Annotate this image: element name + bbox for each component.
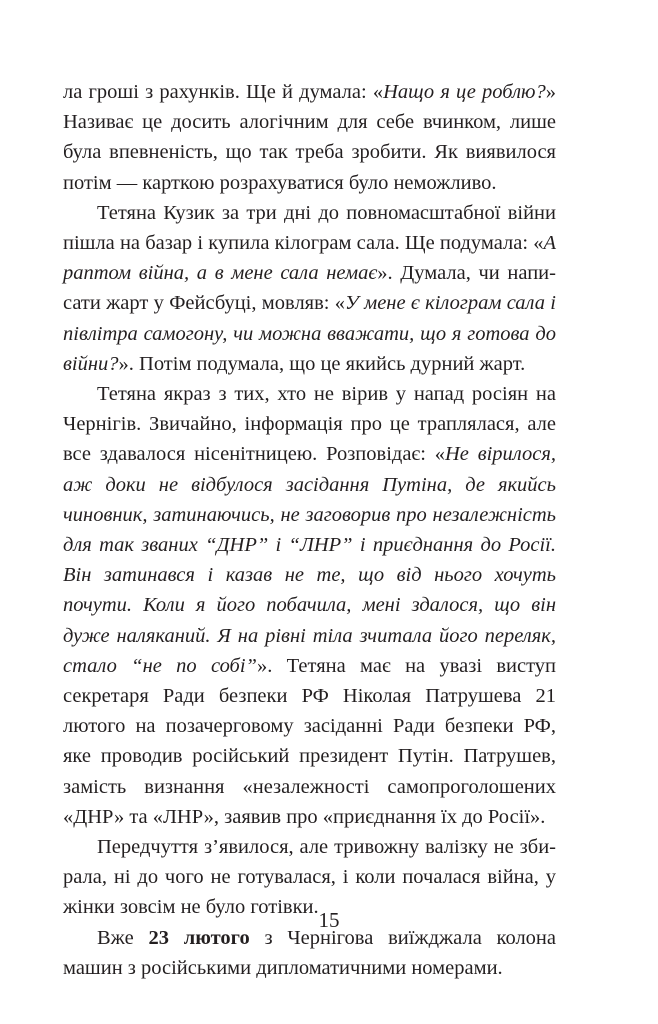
paragraph-5-segment-1: Вже <box>97 926 149 949</box>
paragraph-3-segment-2: Не вірилося, аж доки не відбулося засідання Путіна, де якийсь чиновник, затинаючись, не заговорив про незалежність для так званих “ДНР” і “ЛНР” і приєднання до Росії. Він затинався і казав не те, що від нього хочуть почути. Коли я його побачила, мені здалося, що він дуже наляканий. Я на рівні тіла зчитала його переляк, стало “не по собі” <box>63 443 556 677</box>
page-number: 15 <box>318 908 340 932</box>
paragraph-1-segment-2: Нащо я це роблю? <box>383 81 546 103</box>
paragraph-3-segment-3: ». Тетяна має на увазі виступ секретаря Ради безпеки РФ Ніколая Патрушева 21 лютого на позачерговому засіданні Ради безпеки РФ, яке проводив російський президент Путін. Патрушев, замість визнання «незалежності самопроголошених «ДНР» та «ЛНР», заявив про «приєднання їх до Росії». <box>63 654 556 828</box>
paragraph-2-segment-5: ». Потім подумала, що це якийсь дурний жарт. <box>118 352 526 375</box>
paragraph-4-segment-1: Передчуття з’явилося, але тривожну валізку не збирала, ні до чого не готувалася, і коли почалася війна, у жінки зовсім не було готівки. <box>63 836 556 919</box>
paragraph-1-segment-1: ла гроші з рахунків. Ще й думала: « <box>63 81 384 103</box>
paragraph-1-segment-3: » Називає це досить алогічним для себе вчинком, лише була впевненість, що так треба зробити. Як виявилося потім — карткою розрахуватися було неможливо. <box>63 81 556 194</box>
paragraph-2-segment-2: А раптом війна, а в мене сала немає <box>63 232 556 285</box>
paragraph-3-segment-1: Тетяна якраз з тих, хто не вірив у напад росіян на Чернігів. Звичайно, інформація про це траплялася, але все здавалося нісенітницею. Розповідає: « <box>63 383 556 466</box>
paragraph-5-segment-3: з Чернігова виїжджала колона машин з російськими дипломатичними номерами. <box>63 926 556 979</box>
paragraph-5-segment-2: 23 лютого <box>148 926 250 949</box>
paragraph-1 <box>63 77 556 198</box>
paragraph-3 <box>63 379 556 832</box>
paragraph-2-segment-1: Тетяна Кузик за три дні до повномасштабної війни пішла на базар і купила кілограм сала. Ще подумала: « <box>63 201 556 255</box>
page-body <box>63 77 556 983</box>
paragraph-2-segment-4: У мене є кілограм сала і півлітра самогону, чи можна вважати, що я готова до війни? <box>63 292 556 375</box>
paragraph-2-segment-3: ». Думала, чи написати жарт у Фейсбуці, мовляв: « <box>63 262 556 315</box>
paragraph-2 <box>63 198 556 379</box>
